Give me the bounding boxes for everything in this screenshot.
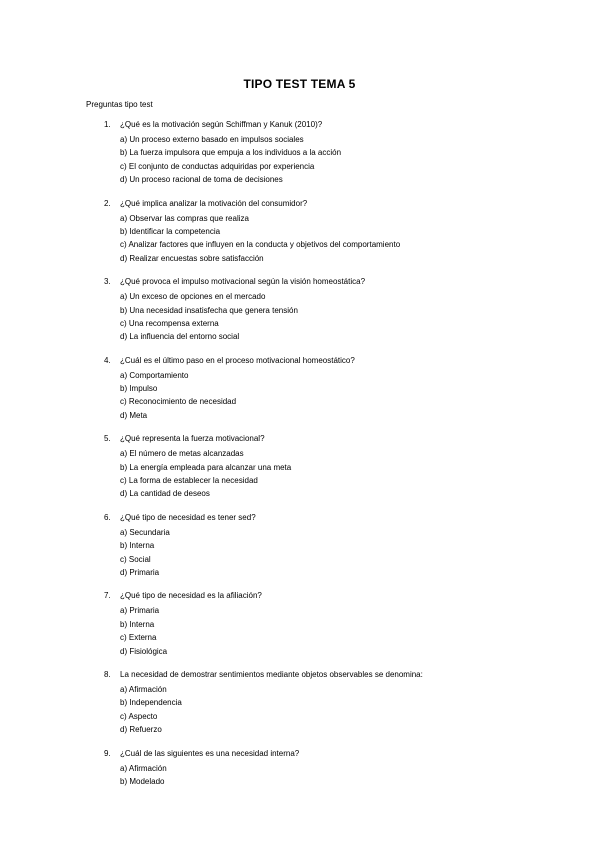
option-list bbox=[120, 683, 524, 737]
option-list bbox=[120, 526, 524, 580]
question-item bbox=[104, 591, 524, 658]
question-line bbox=[104, 277, 524, 287]
answer-option: b) La fuerza impulsora que empuja a los individuos a la acción bbox=[120, 148, 342, 158]
question-number: 5. bbox=[104, 434, 111, 444]
question-text: ¿Qué es la motivación según Schiffman y Kanuk (2010)? bbox=[120, 120, 323, 129]
question-line bbox=[104, 120, 524, 130]
question-text: La necesidad de demostrar sentimientos mediante objetos observables se denomina: bbox=[120, 669, 423, 679]
question-number: 2. bbox=[104, 198, 111, 208]
answer-option: d) La influencia del entorno social bbox=[120, 332, 240, 342]
question-line bbox=[104, 670, 524, 680]
question-number: 9. bbox=[104, 748, 111, 758]
answer-option: a) Afirmación bbox=[120, 763, 167, 773]
question-item bbox=[104, 670, 524, 737]
answer-option: b) Interna bbox=[120, 619, 155, 629]
answer-option: b) Independencia bbox=[120, 698, 182, 708]
option-list bbox=[120, 369, 524, 423]
question-text: ¿Qué tipo de necesidad es tener sed? bbox=[120, 512, 256, 522]
question-text: ¿Qué provoca el impulso motivacional según la visión homeostática? bbox=[120, 277, 366, 287]
question-line bbox=[104, 434, 524, 444]
question-item bbox=[104, 749, 524, 789]
answer-option: b) Impulso bbox=[120, 384, 158, 394]
answer-option: b) Una necesidad insatisfecha que genera tensión bbox=[120, 305, 298, 315]
question-item bbox=[104, 434, 524, 501]
answer-option: a) Primaria bbox=[120, 606, 160, 616]
option-list bbox=[120, 212, 524, 266]
question-item bbox=[104, 356, 524, 423]
answer-option: d) Realizar encuestas sobre satisfacción bbox=[120, 253, 264, 263]
answer-option: b) Interna bbox=[120, 541, 155, 551]
answer-option: b) La energía empleada para alcanzar una meta bbox=[120, 462, 292, 472]
option-list bbox=[120, 604, 524, 658]
answer-option: c) La forma de establecer la necesidad bbox=[120, 476, 258, 486]
answer-option: d) Meta bbox=[120, 410, 148, 420]
answer-option: d) Primaria bbox=[120, 567, 160, 577]
answer-option: a) Afirmación bbox=[120, 684, 167, 694]
question-number: 6. bbox=[104, 512, 111, 522]
question-line bbox=[104, 199, 524, 209]
question-line bbox=[104, 513, 524, 523]
question-item bbox=[104, 120, 524, 187]
question-text: ¿Qué representa la fuerza motivacional? bbox=[120, 434, 265, 444]
question-number: 1. bbox=[104, 120, 111, 129]
answer-option: a) El número de metas alcanzadas bbox=[120, 449, 244, 459]
document-subtitle: Preguntas tipo test bbox=[86, 100, 153, 109]
option-list bbox=[120, 133, 524, 187]
answer-option: b) Modelado bbox=[120, 776, 165, 786]
document-title: TIPO TEST TEMA 5 bbox=[243, 77, 356, 91]
answer-option: b) Identificar la competencia bbox=[120, 226, 221, 236]
answer-option: c) Externa bbox=[120, 633, 157, 643]
option-list bbox=[120, 762, 524, 789]
answer-option: d) Refuerzo bbox=[120, 725, 162, 735]
answer-option: c) El conjunto de conductas adquiridas por experiencia bbox=[120, 161, 315, 171]
option-list bbox=[120, 290, 524, 344]
question-text: ¿Cuál de las siguientes es una necesidad interna? bbox=[120, 748, 300, 758]
answer-option: a) Un proceso externo basado en impulsos sociales bbox=[120, 135, 304, 144]
answer-option: c) Una recompensa externa bbox=[120, 318, 219, 328]
question-text: ¿Cuál es el último paso en el proceso motivacional homeostático? bbox=[120, 355, 355, 365]
answer-option: c) Reconocimiento de necesidad bbox=[120, 397, 237, 407]
answer-option: a) Un exceso de opciones en el mercado bbox=[120, 292, 266, 302]
question-line bbox=[104, 749, 524, 759]
question-number: 7. bbox=[104, 591, 111, 601]
question-item bbox=[104, 277, 524, 344]
answer-option: a) Comportamiento bbox=[120, 370, 189, 380]
question-text: ¿Qué tipo de necesidad es la afiliación? bbox=[120, 591, 262, 601]
answer-option: d) Un proceso racional de toma de decisiones bbox=[120, 175, 283, 185]
question-line bbox=[104, 591, 524, 601]
question-item bbox=[104, 513, 524, 580]
answer-option: a) Secundaria bbox=[120, 527, 170, 537]
question-line bbox=[104, 356, 524, 366]
question-number: 4. bbox=[104, 355, 111, 365]
answer-option: c) Social bbox=[120, 554, 151, 564]
question-number: 8. bbox=[104, 669, 111, 679]
answer-option: c) Aspecto bbox=[120, 711, 158, 721]
answer-option: c) Analizar factores que influyen en la conducta y objetivos del comportamiento bbox=[120, 240, 401, 250]
question-list bbox=[104, 120, 524, 800]
answer-option: d) La cantidad de deseos bbox=[120, 489, 210, 499]
question-text: ¿Qué implica analizar la motivación del consumidor? bbox=[120, 198, 308, 208]
question-number: 3. bbox=[104, 277, 111, 287]
option-list bbox=[120, 447, 524, 501]
question-item bbox=[104, 199, 524, 266]
answer-option: a) Observar las compras que realiza bbox=[120, 213, 249, 223]
answer-option: d) Fisiológica bbox=[120, 646, 168, 656]
